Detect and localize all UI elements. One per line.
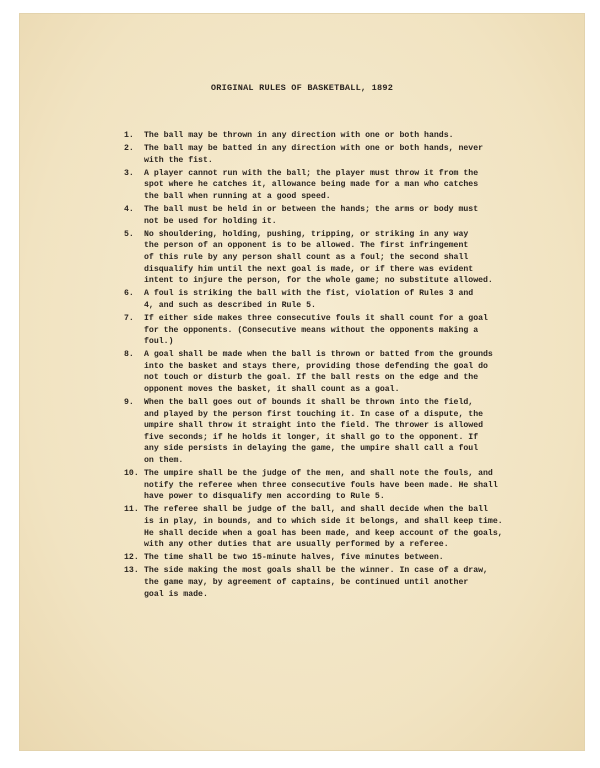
rule-number: 4.	[124, 205, 134, 215]
rule-item	[124, 229, 574, 287]
rule-item	[124, 130, 574, 142]
rule-number: 7.	[124, 313, 134, 323]
rule-number: 2.	[124, 144, 134, 154]
rule-text: No shouldering, holding, pushing, tripping, or striking in any way the person of an opponent is to be allowed. The first infringement of this rule by any person shall count as a foul; the second shall disqualify him until the next goal is made, or if there was evident intent to injure the person, for the whole game; no substitute allowed.	[144, 229, 493, 286]
document-title: ORIGINAL RULES OF BASKETBALL, 1892	[210, 83, 394, 93]
rule-text: The ball may be batted in any direction with one or both hands, never with the fist.	[144, 144, 484, 165]
rule-number: 1.	[124, 131, 134, 140]
rule-number: 13.	[124, 566, 139, 576]
rule-text: The side making the most goals shall be the winner. In case of a draw, the game may, by agreement of captains, be continued until another goal is made.	[144, 566, 488, 599]
document-page	[20, 14, 584, 750]
rule-item	[124, 143, 574, 166]
rule-number: 8.	[124, 350, 134, 360]
rule-text: A goal shall be made when the ball is thrown or batted from the grounds into the basket and stays there, providing those defending the goal do not touch or disturb the goal. If the ball rests on the edge and the opponent moves the basket, it shall count as a goal.	[144, 350, 493, 394]
rule-text: A player cannot run with the ball; the player must throw it from the spot where he catches it, allowance being made for a man who catches the ball when running at a good speed.	[144, 168, 479, 201]
rule-item	[124, 468, 574, 503]
rule-number: 5.	[124, 229, 134, 239]
rules-list	[124, 130, 574, 602]
rule-item	[124, 288, 574, 311]
rule-item	[124, 168, 574, 203]
rule-text: If either side makes three consecutive fouls it shall count for a goal for the opponents. (Consecutive means without the opponents making a foul.)	[144, 313, 488, 347]
rule-number: 3.	[124, 168, 134, 178]
rule-text: The referee shall be judge of the ball, and shall decide when the ball is in play, in bounds, and to which side it belongs, and shall keep time. He shall decide when a goal has been made, and keep account of the goals, with any other duties that are usually performed by a referee.	[144, 505, 503, 550]
rule-item	[124, 313, 574, 348]
rule-text: The ball may be thrown in any direction with one or both hands.	[144, 131, 454, 140]
rule-text: The time shall be two 15-minute halves, five minutes between.	[144, 553, 444, 563]
rule-item	[124, 504, 574, 550]
rule-text: A foul is striking the ball with the fist, violation of Rules 3 and 4, and such as described in Rule 5.	[144, 289, 474, 310]
rule-item	[124, 552, 574, 564]
rule-item	[124, 349, 574, 395]
rule-text: The umpire shall be the judge of the men, and shall note the fouls, and notify the referee when three consecutive fouls have been made. He shall have power to disqualify men according to Rule 5.	[144, 469, 498, 502]
rule-number: 11.	[124, 505, 139, 515]
rule-text: When the ball goes out of bounds it shall be thrown into the field, and played by the person first touching it. In case of a dispute, the umpire shall throw it straight into the field. The thrower is allowed five seconds; if he holds it longer, it shall go to the opponent. If any side persists in delaying the game, the umpire shall call a foul on them.	[144, 398, 484, 466]
rule-number: 10.	[124, 469, 139, 479]
rule-number: 9.	[124, 398, 134, 408]
rule-text: The ball must be held in or between the hands; the arms or body must not be used for holding it.	[144, 205, 479, 226]
rule-number: 6.	[124, 289, 134, 299]
rule-item	[124, 204, 574, 227]
rule-item	[124, 397, 574, 467]
rule-item	[124, 565, 574, 600]
rule-number: 12.	[124, 553, 139, 563]
